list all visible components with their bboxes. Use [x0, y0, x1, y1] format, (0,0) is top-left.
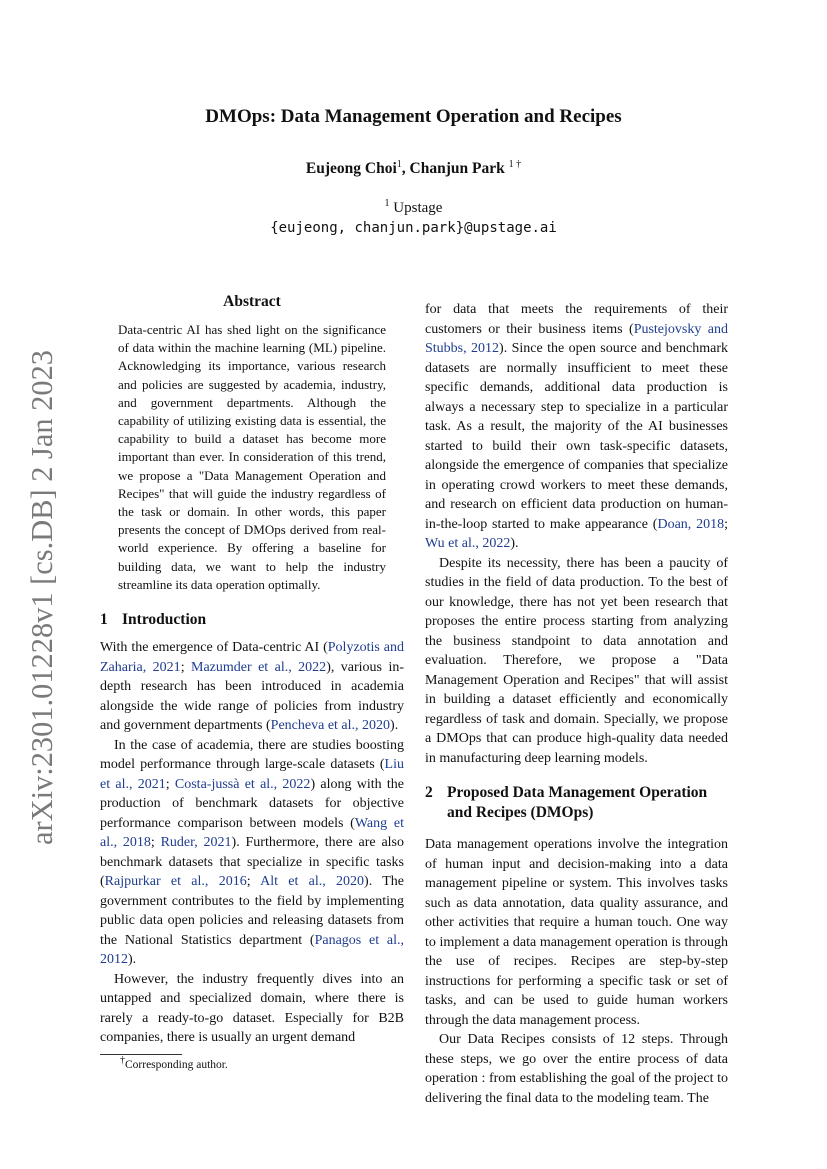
intro-paragraph-1	[100, 638, 404, 736]
author-email: {eujeong, chanjun.park}@upstage.ai	[270, 220, 557, 236]
citation-link[interactable]: Wu et al., 2022	[425, 536, 511, 551]
author-name: Eujeong Choi	[305, 160, 397, 177]
citation-link[interactable]: Pencheva et al., 2020	[270, 718, 391, 734]
left-column	[100, 293, 404, 1048]
footnote-text: Corresponding author.	[125, 1059, 228, 1071]
arxiv-identifier-text: arXiv:2301.01228v1 [cs.DB] 2 Jan 2023	[24, 345, 59, 845]
paragraph-text: ;	[165, 776, 175, 792]
author-affiliation-mark: 1 †	[508, 158, 522, 170]
footnote	[120, 1055, 228, 1071]
paragraph-text: ).	[390, 718, 399, 734]
paragraph-text: ).	[510, 536, 519, 551]
intro-paragraph-3	[100, 970, 404, 1048]
paragraph-text: In the case of academia, there are studies boosting model performance through large-scale datasets (	[100, 737, 404, 773]
paragraph-text: ).	[128, 952, 137, 968]
abstract-heading: Abstract	[223, 293, 281, 310]
paragraph-text: for data that meets the requirements of their customers or their business items (	[425, 302, 728, 337]
abstract-text: Data-centric AI has shed light on the significance of data within the machine learning (ML) pipeline. Acknowledging its importance, various research and policies are suggested by academia, industry, and government departments. Although the capability of utilizing existing data is essential, the capability to build a dataset has become more important than ever. In consideration of this trend, we propose a "Data Management Operation and Recipes" that will guide the industry regardless of the task or domain. In other words, this paper presents the concept of DMOps derived from real-world experience. By offering a baseline for building data, we want to help the industry streamline its data operation optimally.	[118, 322, 386, 592]
author-name: Chanjun Park	[409, 160, 505, 177]
citation-link[interactable]: Doan, 2018	[657, 516, 725, 532]
paragraph-text: ;	[180, 659, 192, 675]
section-number: 1	[100, 611, 108, 629]
citation-link[interactable]: Mazumder et al., 2022	[191, 659, 327, 675]
author-list	[0, 160, 827, 178]
paragraph-text: ). The government contributes to the field by implementing public data open policies and releasing datasets from the National Statistics department (	[100, 874, 404, 948]
paragraph-text: ) along with the production of benchmark datasets for objective performance comparison between models (	[100, 776, 404, 831]
intro-paragraph-2	[100, 736, 404, 970]
footnote-mark: †	[120, 1055, 125, 1067]
affiliation-name: Upstage	[393, 200, 443, 216]
citation-link[interactable]: Liu et al., 2021	[100, 757, 404, 792]
citation-link[interactable]: Pustejovsky and Stubbs, 2012	[425, 321, 729, 356]
dmops-paragraph-1	[425, 835, 728, 1030]
section-title: Introduction	[122, 611, 207, 629]
section-heading-introduction	[100, 610, 404, 630]
citation-link[interactable]: Panagos et al., 2012	[100, 932, 404, 968]
citation-link[interactable]: Alt et al., 2020	[260, 874, 365, 890]
dmops-paragraph-2	[425, 1030, 728, 1108]
paragraph-text: ), various in-depth research has been introduced in academia alongside the wide range of policies from industry and government departments (	[100, 659, 404, 734]
intro-paragraph-3-continued	[425, 300, 728, 554]
citation-link[interactable]: Ruder, 2021	[160, 835, 232, 851]
paragraph-text: ). Since the open source and benchmark datasets are normally insufficient to meet these specific demands, additional data production is always a necessary step to specialize in a particular task. As a result, the majority of the AI businesses started to build their own task-specific datasets, alongside the emergence of companies that specialize in operating crowd workers to meet these demands, and research on efficient data production on human-in-the-loop started to make appearance (	[425, 341, 728, 532]
citation-link[interactable]: Rajpurkar et al., 2016	[104, 874, 247, 890]
section-title	[447, 783, 707, 823]
citation-link[interactable]: Wang et al., 2018	[100, 815, 404, 851]
section-title-line: and Recipes (DMOps)	[447, 804, 594, 821]
section-title-line: Proposed Data Management Operation	[447, 784, 708, 801]
section-number: 2	[425, 784, 433, 801]
paragraph-text: ;	[724, 516, 729, 532]
intro-paragraph-4	[425, 554, 728, 769]
paragraph-text: ;	[246, 874, 261, 890]
author-affiliation-mark: 1	[396, 158, 402, 170]
paragraph-text: ;	[150, 835, 161, 851]
arxiv-identifier-svg	[8, 345, 70, 845]
paragraph-text: With the emergence of Data-centric AI (	[100, 640, 328, 656]
citation-link[interactable]: Polyzotis and Zaharia, 2021	[100, 640, 404, 675]
paragraph-text: ). Furthermore, there are also benchmark datasets that specialize in specific tasks (	[100, 835, 404, 890]
affiliation-mark: 1	[384, 198, 390, 209]
paragraph-text: Data management operations involve the integration of human input and decision-making into a data management pipeline or system. This involves tasks such as data annotation, data quality assurance, and other activities that require a human touch. One way to implement a data management operation is through the use of recipes. Recipes are step-by-step instructions for performing a specific task or set of tasks, and can be used to guide human workers through the data management process.	[425, 837, 728, 1028]
author-separator: ,	[401, 160, 410, 177]
citation-link[interactable]: Costa-jussà et al., 2022	[174, 776, 311, 792]
section-heading-dmops	[425, 783, 728, 823]
paragraph-text: However, the industry frequently dives into an untapped and specialized domain, where there is rarely a ready-to-go dataset. Especially for B2B companies, there is usually an urgent demand	[100, 971, 404, 1046]
right-column	[425, 300, 728, 1108]
affiliation	[0, 200, 827, 217]
paragraph-text: Despite its necessity, there has been a paucity of studies in the field of data production. To the best of our knowledge, there has not yet been research that proposes the entire process starting from analyzing the business standpoint to data annotation and evaluation. Therefore, we propose a "Data Management Operation and Recipes" that will assist in building a dataset efficiently and economically regardless of task and domain. Specially, we propose a DMOps that can produce high-quality data needed in manufacturing deep learning models.	[425, 555, 728, 766]
paper-title: DMOps: Data Management Operation and Recipes	[205, 106, 622, 127]
paragraph-text: Our Data Recipes consists of 12 steps. Through these steps, we go over the entire process of data operation : from establishing the goal of the project to delivering the final data to the modeling team. The	[425, 1032, 728, 1106]
arxiv-identifier-stamp	[8, 345, 70, 845]
footnote-rule	[100, 1054, 182, 1055]
